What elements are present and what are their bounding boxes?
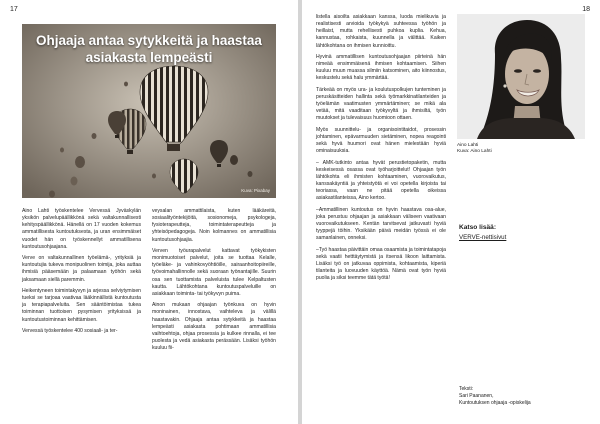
paragraph: Tärkeää on myös ura- ja koulutuspolkujen tunteminen ja peruskäsitteiden hallinta sekä työmarkkinatilanteiden ja työelämän vaatimusten ymmärtäminen; se mikä ala vetää, mitä vaaditaan työkyvyltä ja ihmisiltä, työn muutokset ja tulevaisuus huomioon ottaen. bbox=[316, 86, 446, 122]
right-text-column bbox=[316, 14, 446, 287]
paragraph: Heikentyneen toimintakyvyn ja arjessa selviytymisen tueksi se tarjoaa vaativaa lääkinnällistä kuntoutusta ja terapiapalveluita. Sen sääntöimistaa tukea toiminnan tuottoisen pysymisen yrityksissä ja kuntoutustoiminnan kehittämisen. bbox=[22, 287, 141, 323]
author-credit bbox=[459, 386, 531, 407]
paragraph: Verve on valtakunnallinen työelämä-, yrityksiä ja kuntoutujia tukeva monipuolinen toimija, joka auttaa ihmisiä pääsemään ja palaamaan työhön sekä jaksamaan siellä paremmin. bbox=[22, 255, 141, 283]
author-name: Sari Paananen, bbox=[459, 393, 494, 399]
portrait-caption bbox=[457, 143, 492, 155]
page-number-left: 17 bbox=[10, 6, 18, 13]
see-more-box bbox=[459, 224, 506, 241]
paragraph: Vervessä työskentelee 400 sosiaali- ja ter- bbox=[22, 327, 118, 334]
paragraph: Aino Lahti työskentelee Vervessä Jyväskylän yksikön palvelupäällikkönä sekä valtakunnallisesti kehityspäällikkönä. Hänellä on 17 vuoden kokemus ammatillisesta kuntoutuksesta, ja uran ensimmäiset vuodet hän on työskennellyt ammatillisena kuntoutusohjaajana. bbox=[22, 208, 141, 250]
hero-title bbox=[22, 32, 276, 66]
see-more-label: Katso lisää: bbox=[459, 224, 497, 231]
paragraph: listella aisoilta asiakkaan kanssa, luoda mielikuvia ja realistisesti arvioida työkykyä suhteessa työhön ja heillaist, mutta rehellisesti puhkoa kuplia. Kehua, kannustaa, rohkaista, kuunnella ja välittää. Kaiken lähtökohtana on ihmisen kunnioittu. bbox=[316, 14, 446, 49]
portrait-credit: Kuva: Aino Lahti bbox=[457, 149, 492, 154]
woman-portrait bbox=[457, 14, 585, 139]
left-text-column-1 bbox=[22, 208, 141, 339]
author-role: Kuntoutuksen ohjaaja -opiskelija bbox=[459, 400, 531, 406]
paragraph: Verven työurapalvelut kattavat työkykisten monimuotoiset palvelut, joita se tuottaa Kelalle, työeläke- ja vahinkovyöhtiöille, sairaanhoitopiireille, työvoimahallinnolle sekä suoraan työnantajille. Suurin osa sen tuottamista palveluista tulee Kelpaltusten kautta. Lähtökohtana kuntoutuspalveluille on asiakkaan toiminta- tai työkyvyn puima. bbox=[152, 247, 276, 297]
paragraph: Myös suunnittelu- ja organisointitaidot, prosessin johtaminen, epävarmuuden sietäminen, nopea reagointi sekä hyvä huumori ovat hänen mielestään hyviä ominaisuuksia. bbox=[316, 126, 446, 155]
right-page bbox=[302, 0, 600, 424]
verve-website-link[interactable]: VERVE-nettisivut bbox=[459, 234, 507, 241]
page-number-right: 18 bbox=[582, 6, 590, 13]
author-label: Teksti: bbox=[459, 386, 474, 392]
hero-image bbox=[22, 24, 276, 198]
portrait-photo bbox=[457, 14, 585, 139]
paragraph: –Ammatillinen kuntoutus on hyvin haastava osa-alue, joka perustuu ohjaajan ja asiakkaan väliseen vaativaan vuorovaikutukseen. Kentän tarvitsevat jatkuvasti hyviä tyyppejä töihin. Yksikään päivä meidän työssä ei ole samanlainen, onneksi. bbox=[316, 206, 446, 242]
paragraph: –Työ haastaa päivittäin omaa osaamista ja toimintatapoja sekä vaatii hetttäytymistä ja itsensä likoon laittamista. Lisäksi työ on jatkuvaa oppimista, kohtaamista, kiperiä tilanteita ja luovuuden käyttöä. Nämä ovat työn hyviä puolia ja siksi teemme tätä työtä! bbox=[316, 246, 446, 282]
left-page bbox=[0, 0, 298, 424]
paragraph: – AMK-tutkinto antaa hyvät perustietopaketin, mutta keskeisessä osassa ovat työharjoittelut! Ohjaajan työn lähtökohta eli ihmisten kohtaaminen, vuorovaikutus, kanssakäyntiä ja yhteistyötä ei voi opetella kirjoista tai teoriassa, vaan ne pitää opetella oikeissa asiakastilanteissa, Aino kertoo. bbox=[316, 159, 446, 202]
hero-title-line-1: Ohjaaja antaa sytykkeitä ja haastaa bbox=[36, 33, 262, 48]
hero-photo-credit: Kuva: Pixabay bbox=[241, 188, 270, 193]
paragraph: veysalan ammattilaista, kuten lääkäreitä, sosiaalityöntekijöitä, sosionomeja, psykologeja, fysioterapeutteja, toimintaterapeutteja ja yhteisöpedagogeja. Noin kolmannes on ammatillisia kuntoutusohjaajia. bbox=[152, 208, 276, 243]
paragraph: Hyvinä ammatillisen kuntoutusohjaajan piirteinä hän nimeää ensimmäisenä ihmisen kohtaamisen. Siihen kuuluu muun muassa silmiin katsominen, aito kiinnostus, keskustelu sekä halu ymmärtää. bbox=[316, 53, 446, 82]
paragraph: Ainon mukaan ohjaajan työnkuva on hyvin moninainen, innostava, vaihteleva ja välillä haastavakin. Ohjaaja antaa sytykkeitä ja haastaa lempeästi asiakasta pohtimaan ammatillisia vaihtoehtoja, ohjaa prosessia ja kulkee rinnalla, ei tee puolesta ja vedä asiakasta perässään. Lisäksi työhön kuuluu fii- bbox=[152, 302, 276, 352]
left-text-column-2 bbox=[152, 208, 276, 357]
hero-title-line-2: asiakasta lempeästi bbox=[85, 50, 213, 65]
portrait-name: Aino Lahti bbox=[457, 143, 479, 148]
